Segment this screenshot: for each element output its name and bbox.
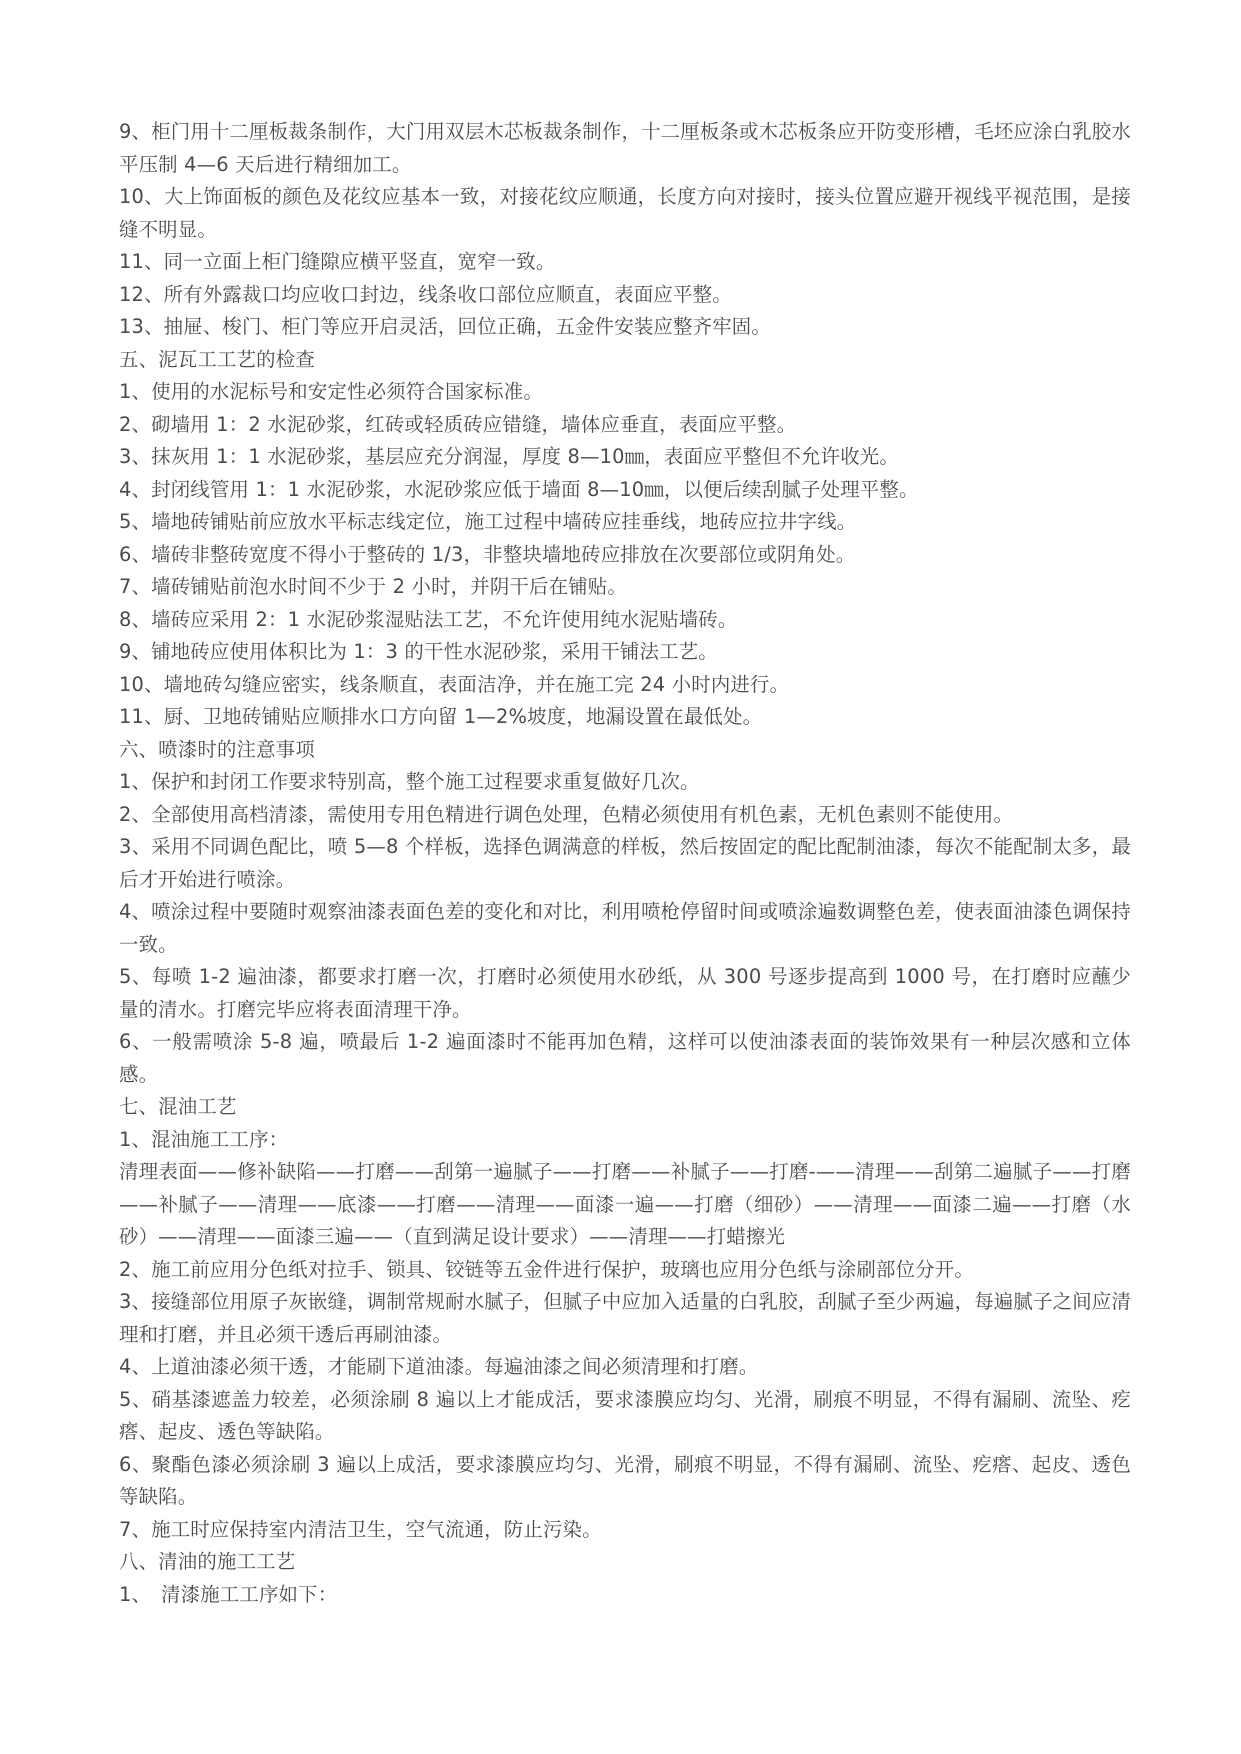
paragraph: 1、混油施工工序： [119, 1127, 289, 1151]
paragraph: 清理表面——修补缺陷——打磨——刮第一遍腻子——打磨——补腻子——打磨-——清理——刮第二遍腻子——打磨——补腻子——清理——底漆——打磨——清理——面漆一遍——打磨（细砂）——清理——面漆二遍——打磨（水砂）——清理——面漆三遍——（直到满足设计要求）——清理——打蜡擦光 [119, 1160, 1131, 1248]
paragraph: 13、抽屉、梭门、柜门等应开启灵活，回位正确，五金件安装应整齐牢固。 [119, 315, 771, 338]
paragraph: 12、所有外露裁口均应收口封边，线条收口部位应顺直，表面应平整。 [119, 282, 732, 306]
section-heading: 八、清油的施工工艺 [119, 1550, 296, 1573]
paragraph: 7、墙砖铺贴前泡水时间不少于 2 小时，并阴干后在铺贴。 [119, 575, 627, 598]
paragraph: 3、抹灰用 1：1 水泥砂浆，基层应充分润湿，厚度 8—10㎜，表面应平整但不允许收光。 [119, 445, 899, 468]
paragraph: 11、厨、卫地砖铺贴应顺排水口方向留 1—2%坡度，地漏设置在最低处。 [119, 705, 763, 728]
document-body [119, 116, 1131, 1611]
paragraph: 6、墙砖非整砖宽度不得小于整砖的 1/3，非整块墙地砖应排放在次要部位或阴角处。 [119, 542, 856, 566]
paragraph: 8、墙砖应采用 2：1 水泥砂浆湿贴法工艺，不允许使用纯水泥贴墙砖。 [119, 607, 738, 631]
paragraph: 1、 清漆施工工序如下： [119, 1582, 338, 1606]
paragraph: 7、施工时应保持室内清洁卫生，空气流通，防止污染。 [119, 1517, 602, 1541]
section-heading: 六、喷漆时的注意事项 [119, 737, 315, 761]
paragraph: 2、全部使用高档清漆，需使用专用色精进行调色处理，色精必须使用有机色素，无机色素则不能使用。 [119, 802, 1014, 826]
paragraph: 5、每喷 1-2 遍油漆，都要求打磨一次，打磨时必须使用水砂纸，从 300 号逐步提高到 1000 号，在打磨时应蘸少量的清水。打磨完毕应将表面清理干净。 [119, 965, 1131, 1021]
paragraph: 6、一般需喷涂 5-8 遍，喷最后 1-2 遍面漆时不能再加色精，这样可以使油漆表面的装饰效果有一种层次感和立体感。 [119, 1030, 1131, 1086]
paragraph: 4、喷涂过程中要随时观察油漆表面色差的变化和对比，利用喷枪停留时间或喷涂遍数调整色差，使表面油漆色调保持一致。 [119, 900, 1131, 956]
section-heading: 七、混油工艺 [119, 1095, 237, 1118]
section-heading: 五、泥瓦工工艺的检查 [119, 347, 315, 371]
paragraph: 6、聚酯色漆必须涂刷 3 遍以上成活，要求漆膜应均匀、光滑，刷痕不明显，不得有漏刷、流坠、疙瘩、起皮、透色等缺陷。 [119, 1452, 1131, 1508]
paragraph: 5、墙地砖铺贴前应放水平标志线定位，施工过程中墙砖应挂垂线，地砖应拉井字线。 [119, 510, 857, 533]
paragraph: 1、保护和封闭工作要求特别高，整个施工过程要求重复做好几次。 [119, 770, 700, 793]
paragraph: 3、采用不同调色配比，喷 5—8 个样板，选择色调满意的样板，然后按固定的配比配制油漆，每次不能配制太多，最后才开始进行喷涂。 [119, 835, 1131, 891]
paragraph: 1、使用的水泥标号和安定性必须符合国家标准。 [119, 380, 543, 403]
paragraph: 4、封闭线管用 1：1 水泥砂浆，水泥砂浆应低于墙面 8—10㎜，以便后续刮腻子处理平整。 [119, 477, 919, 501]
paragraph: 10、大上饰面板的颜色及花纹应基本一致，对接花纹应顺通，长度方向对接时，接头位置应避开视线平视范围，是接缝不明显。 [119, 185, 1131, 241]
paragraph: 2、砌墙用 1：2 水泥砂浆，红砖或轻质砖应错缝，墙体应垂直，表面应平整。 [119, 412, 797, 436]
paragraph: 9、柜门用十二厘板裁条制作，大门用双层木芯板裁条制作，十二厘板条或木芯板条应开防变形槽，毛坯应涂白乳胶水平压制 4—6 天后进行精细加工。 [119, 120, 1131, 176]
paragraph: 10、墙地砖勾缝应密实，线条顺直，表面洁净，并在施工完 24 小时内进行。 [119, 672, 790, 696]
paragraph: 2、施工前应用分色纸对拉手、锁具、铰链等五金件进行保护，玻璃也应用分色纸与涂刷部位分开。 [119, 1257, 974, 1281]
paragraph: 5、硝基漆遮盖力较差，必须涂刷 8 遍以上才能成活，要求漆膜应均匀、光滑，刷痕不明显，不得有漏刷、流坠、疙瘩、起皮、透色等缺陷。 [119, 1387, 1131, 1443]
paragraph: 11、同一立面上柜门缝隙应横平竖直，宽窄一致。 [119, 250, 556, 273]
paragraph: 9、铺地砖应使用体积比为 1：3 的干性水泥砂浆，采用干铺法工艺。 [119, 640, 718, 663]
paragraph: 3、接缝部位用原子灰嵌缝，调制常规耐水腻子，但腻子中应加入适量的白乳胶，刮腻子至少两遍，每遍腻子之间应清理和打磨，并且必须干透后再刷油漆。 [119, 1290, 1131, 1346]
paragraph: 4、上道油漆必须干透，才能刷下道油漆。每遍油漆之间必须清理和打磨。 [119, 1355, 759, 1378]
